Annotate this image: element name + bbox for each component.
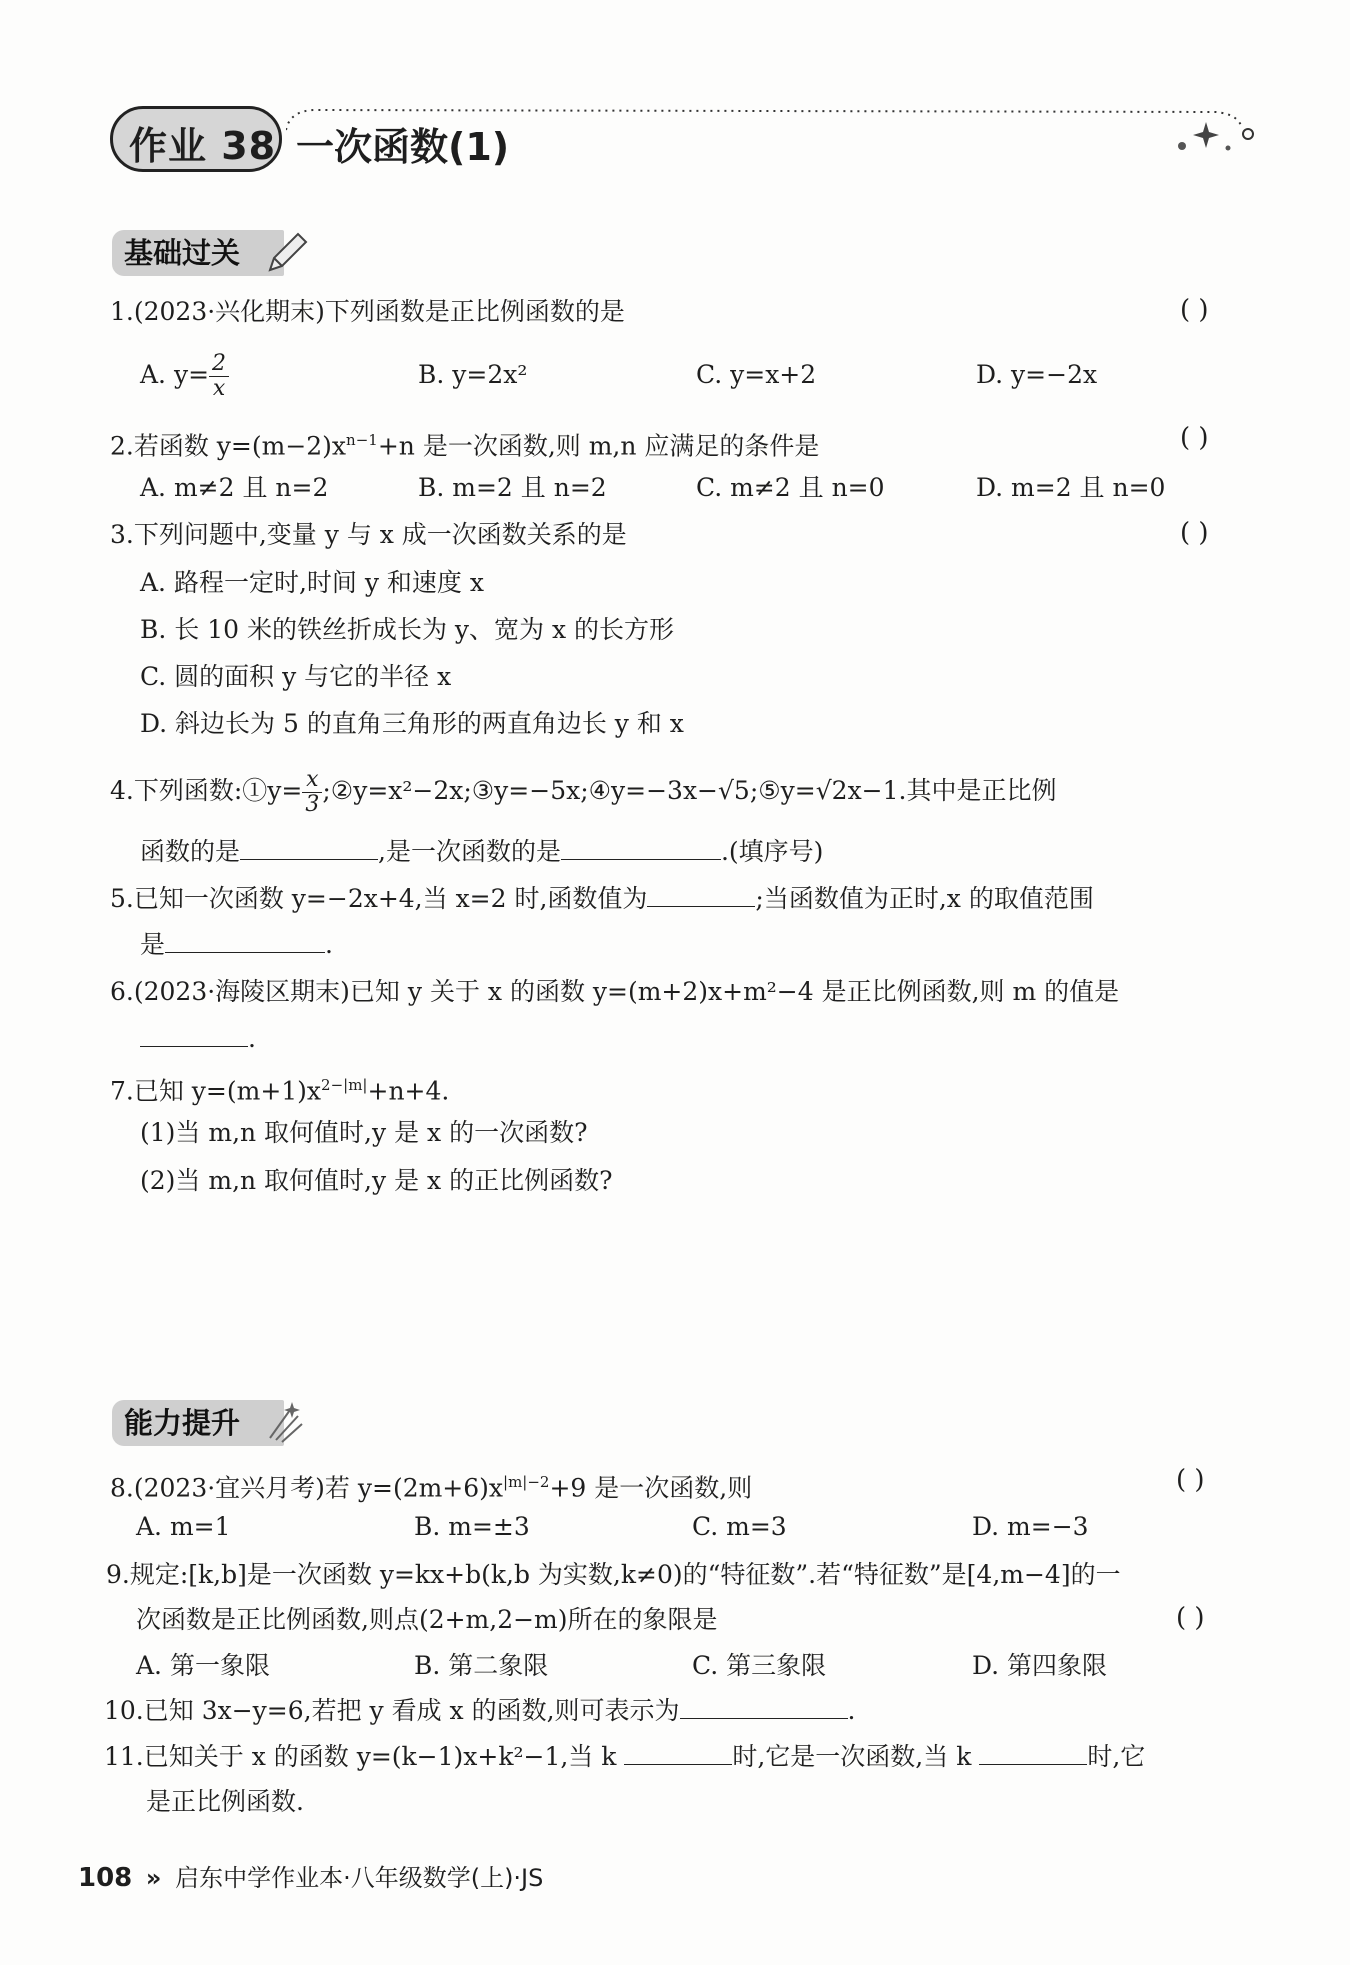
fraction: $\frac{2}{x}$ xyxy=(209,352,229,401)
q1-stem: 1.(2023·兴化期末)下列函数是正比例函数的是 xyxy=(110,297,625,326)
q3-answer-paren: ( ) xyxy=(1180,518,1209,548)
q9-line1: 9.规定:[k,b]是一次函数 y=kx+b(k,b 为实数,k≠0)的“特征数”.若“特征数”是[4,m−4]的一 xyxy=(106,1560,1121,1589)
q2-option-d: D. m=2 且 n=0 xyxy=(976,473,1166,502)
assignment-number: 作业 38 xyxy=(129,124,277,168)
q7-answer-area[interactable] xyxy=(140,1210,1260,1390)
q8-stem: 8.(2023·宜兴月考)若 $y=(2m+6)x^{|m|-2}+9$ 是一次函数,则 xyxy=(110,1473,753,1503)
footer-book-title: 启东中学作业本·八年级数学(上)·JS xyxy=(175,1864,544,1892)
q6-line2: . xyxy=(140,1022,256,1056)
q3-stem: 3.下列问题中,变量 y 与 x 成一次函数关系的是 xyxy=(110,520,627,549)
q5-line1: 5.已知一次函数 y=−2x+4,当 x=2 时,函数值为 ;当函数值为正时,x 的取值范围 xyxy=(110,884,1094,913)
q3-option-c: C. 圆的面积 y 与它的半径 x xyxy=(140,662,452,691)
q11-line2: 是正比例函数. xyxy=(146,1787,304,1816)
q3-option-a: A. 路程一定时,时间 y 和速度 x xyxy=(140,568,484,597)
page-title: 一次函数(1) xyxy=(296,125,510,169)
q11-blank-1[interactable] xyxy=(624,1740,732,1765)
q9-line2: 次函数是正比例函数,则点(2+m,2−m)所在的象限是 xyxy=(136,1605,718,1634)
q6-blank[interactable] xyxy=(140,1022,248,1047)
q1-option-d: D. y=−2x xyxy=(976,360,1098,389)
q5-blank-1[interactable] xyxy=(647,882,755,907)
q8-option-c: C. m=3 xyxy=(692,1512,787,1541)
q3-option-d: D. 斜边长为 5 的直角三角形的两直角边长 y 和 x xyxy=(140,709,684,738)
q7-part1: (1)当 m,n 取何值时,y 是 x 的一次函数? xyxy=(140,1118,588,1147)
q2-option-c: C. m≠2 且 n=0 xyxy=(696,473,885,502)
q2-option-b: B. m=2 且 n=2 xyxy=(418,473,607,502)
q7-stem: 7.已知 $y=(m+1)x^{2-|m|}+n+4$. xyxy=(110,1076,450,1106)
page-footer xyxy=(78,1858,543,1893)
q9-option-c: C. 第三象限 xyxy=(692,1651,827,1680)
assignment-badge xyxy=(110,106,282,172)
q6-line1: 6.(2023·海陵区期末)已知 y 关于 x 的函数 y=(m+2)x+m²−4 是正比例函数,则 m 的值是 xyxy=(110,977,1120,1006)
q4-line2: 函数的是 ,是一次函数的是 .(填序号) xyxy=(140,837,824,866)
q9-answer-paren: ( ) xyxy=(1176,1603,1205,1633)
q5-blank-2[interactable] xyxy=(165,928,325,953)
q11-blank-2[interactable] xyxy=(979,1740,1087,1765)
q1-option-c: C. y=x+2 xyxy=(696,360,817,389)
q10-blank[interactable] xyxy=(680,1694,848,1719)
q1-answer-paren: ( ) xyxy=(1180,295,1209,325)
section-advanced-tag: 能力提升 xyxy=(112,1400,284,1446)
pencil-icon xyxy=(264,230,308,276)
q8-option-d: D. m=−3 xyxy=(972,1512,1089,1541)
q9-option-d: D. 第四象限 xyxy=(972,1651,1108,1680)
footer-arrows-icon: » xyxy=(145,1864,162,1892)
q2-stem: 2.若函数 $y=(m-2)x^{n-1}+n$ 是一次函数,则 m,n 应满足的条件是 xyxy=(110,431,820,461)
q1-option-b: B. y=2x² xyxy=(418,360,528,389)
q8-option-a: A. m=1 xyxy=(136,1512,231,1541)
sparkle-burst-icon xyxy=(262,1398,308,1446)
q4-stem: 4.下列函数:①y= $\frac{x}{3}$ ;②y=x²−2x;③y=−5x;④y=−3x−√5;⑤y=√2x−1.其中是正比例 xyxy=(110,767,1057,817)
q9-option-a: A. 第一象限 xyxy=(136,1651,270,1680)
page-number: 108 xyxy=(78,1863,133,1893)
q4-blank-1[interactable] xyxy=(240,835,378,860)
q10-stem: 10.已知 3x−y=6,若把 y 看成 x 的函数,则可表示为 . xyxy=(104,1696,856,1725)
q3-option-b: B. 长 10 米的铁丝折成长为 y、宽为 x 的长方形 xyxy=(140,615,675,644)
sparkle-icon xyxy=(1168,118,1258,154)
q2-answer-paren: ( ) xyxy=(1180,423,1209,453)
q5-line2: 是 . xyxy=(140,930,333,959)
q4-blank-2[interactable] xyxy=(561,835,721,860)
q8-answer-paren: ( ) xyxy=(1176,1465,1205,1495)
q2-option-a: A. m≠2 且 n=2 xyxy=(140,473,329,502)
q11-line1: 11.已知关于 x 的函数 y=(k−1)x+k²−1,当 k 时,它是一次函数,当 k 时,它 xyxy=(104,1742,1146,1771)
section-basic-tag: 基础过关 xyxy=(112,230,284,276)
q1-option-a: A. y= $\frac{2}{x}$ xyxy=(140,352,229,401)
q7-part2: (2)当 m,n 取何值时,y 是 x 的正比例函数? xyxy=(140,1166,613,1195)
q9-option-b: B. 第二象限 xyxy=(414,1651,549,1680)
fraction: $\frac{x}{3}$ xyxy=(302,768,322,817)
q8-option-b: B. m=±3 xyxy=(414,1512,530,1541)
